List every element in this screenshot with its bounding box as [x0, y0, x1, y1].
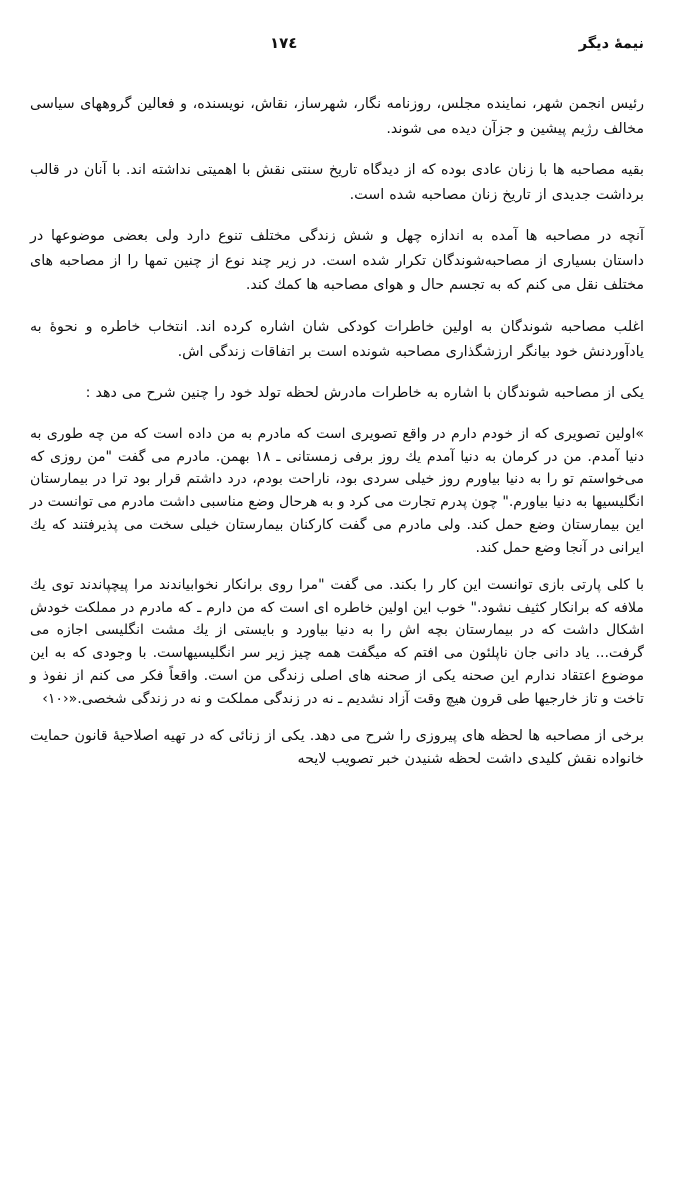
paragraph: بقیه مصاحبه ها با زنان عادی بوده که از دیدگاه تاریخ سنتی نقش با اهمیتی نداشته اند. با آنان در قالب برداشت جدیدی از تاریخ زنان مصاحبه شده است.: [30, 162, 644, 203]
page-number: ١٧٤: [270, 34, 298, 52]
closing-paragraph: برخی از مصاحبه ها لحظه های پیروزی را شرح می دهد. یکی از زنائی که در تهیه اصلاحیهٔ قانون حمایت خانواده نقش کلیدی داشت لحظه شنیدن خبر تصویب لایحه: [30, 727, 644, 767]
paragraph: آنچه در مصاحبه ها آمده به اندازه چهل و شش زندگی مختلف تنوع دارد ولی بعضی موضوعها در داستان بسیاری از مصاحبه‌شوندگان تکرار شده است. در زیر چند نوع از چنین تمها را از مصاحبه های مختلف نقل می کنم که به تجسم حال و هوای مصاحبه ها کمك کند.: [30, 228, 644, 294]
page-header: [30, 34, 644, 60]
page-body: [30, 92, 644, 787]
paragraph: رئیس انجمن شهر، نماینده مجلس، روزنامه نگار، شهرساز، نقاش، نویسنده، و فعالین گروههای سیاسی مخالف رژیم پیشین و جزآن دیده می شوند.: [30, 96, 644, 137]
book-title: نیمهٔ دیگر: [578, 36, 644, 52]
quote-paragraph: »اولین تصویری که از خودم دارم در واقع تصویری است که مادرم به من داده است که من چه طوری به دنیا آمدم. من در کرمان به دنیا آمدم یك روز برفی زمستانی ـ ۱۸ بهمن. مادرم می گفت "من روزی که می‌خواستم تو را به دنیا بیاورم روز خیلی سردی بود، ناراحت بودم، درد داشتم قرار بود ترا در بیمارستان انگلیسیها به دنیا بیاورم." چون پدرم تجارت می کرد و به هرحال وضع مناسبی داشت مادرم می توانست در این بیمارستان وضع حمل کند. ولی مادرم می گفت کارکنان بیمارستان خیلی سخت می پذیرفتند که یك ایرانی در آنجا وضع حمل کند.: [30, 425, 644, 556]
paragraph: اغلب مصاحبه شوندگان به اولین خاطرات کودکی شان اشاره کرده اند. انتخاب خاطره و نحوهٔ به یادآوردنش خود بیانگر ارزشگذاری مصاحبه شونده است بر اتفاقات زندگی اش.: [30, 319, 644, 360]
quote-paragraph: با کلی پارتی بازی توانست این کار را بکند. می گفت "مرا روی برانکار نخوابیاندند مرا پیچپاندند توی یك ملافه که برانکار کثیف نشود." خوب این اولین خاطره ای است که من دارم ـ که مادرم در مملکت خودش اشکال داشت که در بیمارستان بچه اش را به دنیا بیاورد و بایستی از یك مشت انگلیسی اجازه می گرفت... یاد دانی جان ناپلئون می افتم که میگفت همه چیز زیر سر انگلیسیهاست. با وجودی که به این موضوع اعتقاد ندارم این صحنه یکی از صحنه های اصلی زندگی من است. واقعاً فکر می کنم از نفوذ و تاخت و تاز خارجیها طی قرون هیچ وقت آزاد نشدیم ـ نه در زندگی مملکت و نه در زندگی شخصی.«‹۱۰›: [30, 576, 644, 707]
paragraph: یکی از مصاحبه شوندگان با اشاره به خاطرات مادرش لحظه تولد خود را چنین شرح می دهد :: [85, 385, 644, 402]
